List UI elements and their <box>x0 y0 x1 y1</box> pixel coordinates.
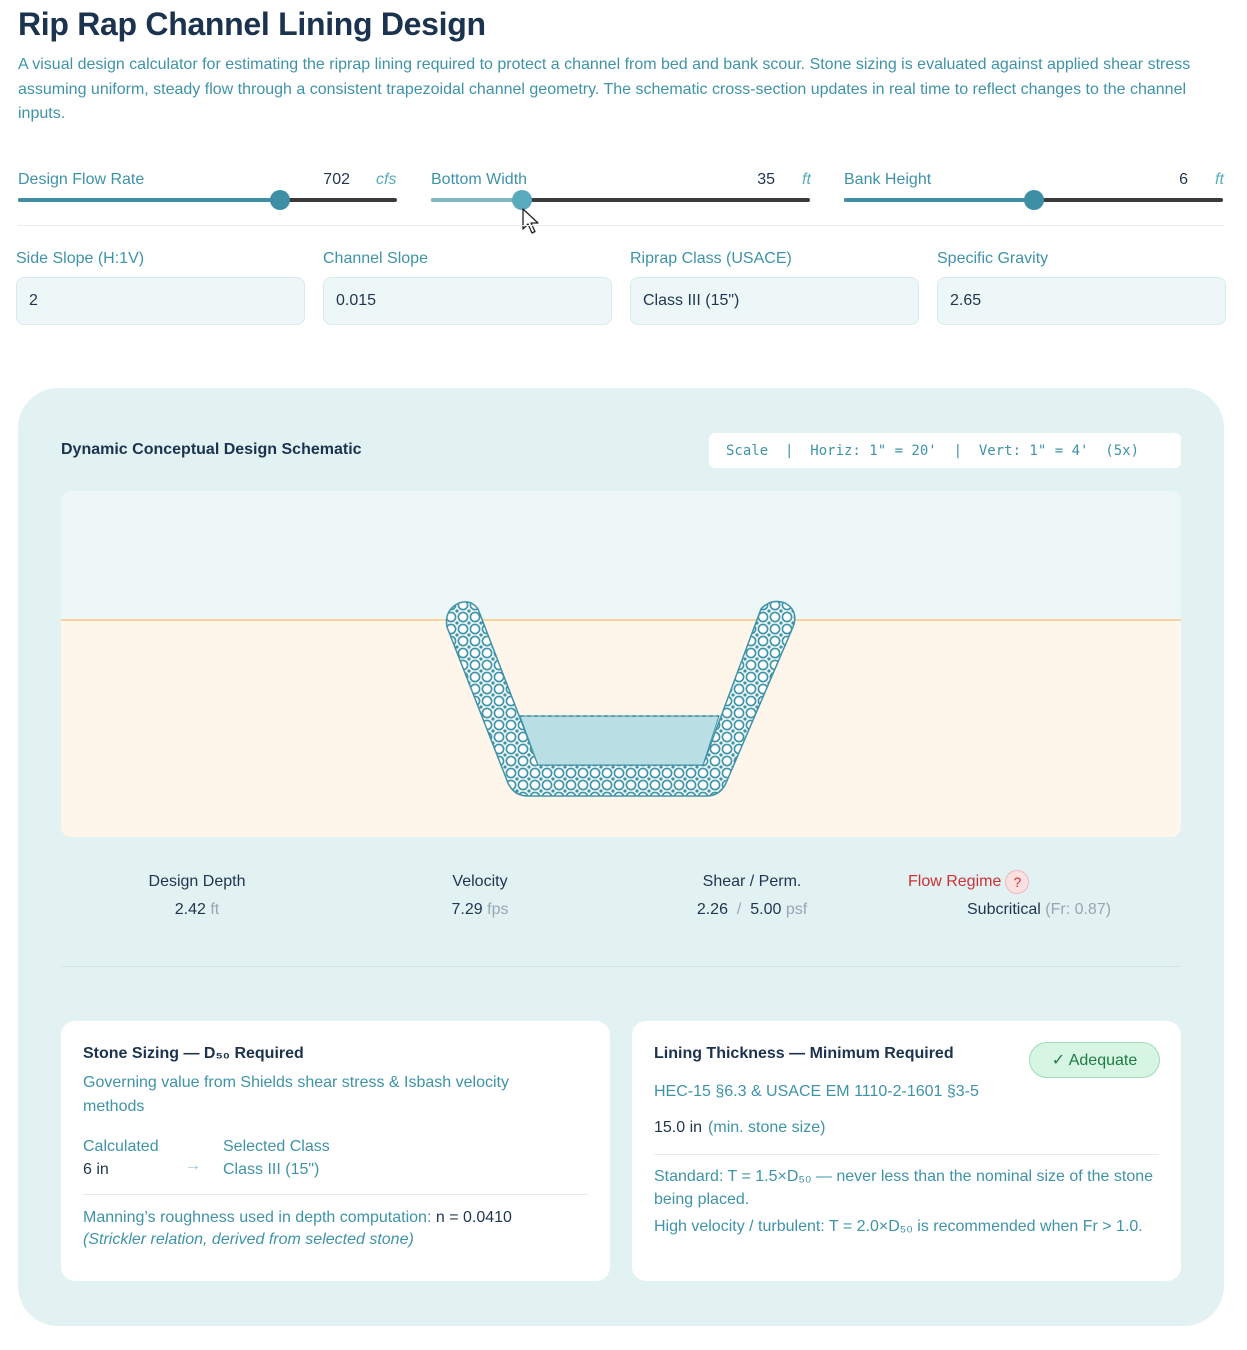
mouse-cursor-icon <box>522 208 542 236</box>
flow-rate-thumb[interactable] <box>270 190 290 210</box>
reference-text: HEC-15 §6.3 & USACE EM 1110-2-1601 §3-5 <box>654 1083 979 1100</box>
flow-rate-slider[interactable] <box>18 198 397 202</box>
thickness-value: 15.0 in (min. stone size) <box>654 1119 826 1136</box>
card-divider <box>654 1154 1159 1155</box>
scale-indicator: Scale | Horiz: 1" = 20' | Vert: 1" = 4' (5x) <box>709 433 1181 468</box>
cross-section-svg <box>61 491 1181 837</box>
sky-area <box>61 491 1181 620</box>
calculated-label: Calculated <box>83 1138 159 1155</box>
manning-note: Manning’s roughness used in depth computation: n = 0.0410 (Strickler relation, derived from selected stone) <box>83 1209 512 1248</box>
side-slope-label: Side Slope (H:1V) <box>16 250 145 267</box>
arrow-right-icon: → <box>185 1157 201 1174</box>
flow-rate-unit: cfs <box>376 171 397 188</box>
bottom-width-label: Bottom Width <box>431 171 528 188</box>
stone-sizing-subtitle: Governing value from Shields shear stress & Isbash velocity methods <box>83 1074 509 1115</box>
channel-slope-input[interactable]: 0.015 <box>323 277 612 325</box>
flow-regime-value: Subcritical (Fr: 0.87) <box>967 901 1112 918</box>
side-slope-input[interactable]: 2 <box>16 277 305 325</box>
bottom-width-value: 35 <box>757 171 775 188</box>
side-slope-field <box>16 250 305 325</box>
card-divider <box>83 1194 588 1195</box>
design-depth-metric <box>123 873 271 919</box>
bank-height-value: 6 <box>1179 171 1188 188</box>
calculated-value: 6 in <box>83 1161 109 1178</box>
design-depth-value: 2.42 ft <box>174 901 220 918</box>
bottom-width-slider-group <box>431 168 811 208</box>
velocity-metric <box>426 873 534 919</box>
flow-rate-label: Design Flow Rate <box>18 171 145 188</box>
bank-height-unit: ft <box>1215 171 1224 188</box>
high-velocity-note: High velocity / turbulent: T = 2.0×D₅₀ is recommended when Fr > 1.0. <box>654 1218 1143 1235</box>
help-icon[interactable]: ? <box>1005 870 1029 894</box>
water-body <box>520 716 719 765</box>
shear-value: 2.26 / 5.00 psf <box>696 901 808 918</box>
riprap-class-field <box>630 250 919 325</box>
standard-note: Standard: T = 1.5×D₅₀ — never less than the nominal size of the stone being placed. <box>654 1168 1154 1208</box>
flow-regime-metric <box>908 873 1148 919</box>
bottom-width-slider[interactable] <box>431 198 810 202</box>
channel-slope-label: Channel Slope <box>323 250 428 267</box>
bank-height-fill <box>844 198 1034 202</box>
selected-class-label: Selected Class <box>223 1138 330 1155</box>
flow-rate-value: 702 <box>323 171 350 188</box>
lining-thickness-title: Lining Thickness — Minimum Required <box>654 1045 954 1062</box>
channel-slope-field <box>323 250 612 325</box>
bank-height-label: Bank Height <box>844 171 932 188</box>
bank-height-thumb[interactable] <box>1024 190 1044 210</box>
divider <box>18 225 1224 226</box>
divider <box>61 966 1181 967</box>
schematic-title: Dynamic Conceptual Design Schematic <box>61 441 362 458</box>
adequate-badge: ✓ Adequate <box>1029 1042 1160 1078</box>
specific-gravity-label: Specific Gravity <box>937 250 1049 267</box>
bank-height-slider-group <box>844 168 1224 208</box>
flow-regime-label: Flow Regime <box>908 873 1002 891</box>
schematic-panel <box>18 388 1224 1326</box>
page-title: Rip Rap Channel Lining Design <box>18 6 486 42</box>
bank-height-slider[interactable] <box>844 198 1223 202</box>
specific-gravity-input[interactable]: 2.65 <box>937 277 1226 325</box>
velocity-value: 7.29 fps <box>451 901 509 918</box>
velocity-label: Velocity <box>452 873 508 890</box>
stone-sizing-title: Stone Sizing — D₅₀ Required <box>83 1045 304 1062</box>
bottom-width-fill <box>431 198 522 202</box>
lining-thickness-card <box>632 1021 1181 1281</box>
riprap-class-select[interactable]: Class III (15") <box>630 277 919 325</box>
stone-sizing-card <box>61 1021 610 1281</box>
selected-class-value: Class III (15") <box>223 1161 320 1178</box>
bottom-width-unit: ft <box>802 171 811 188</box>
design-depth-label: Design Depth <box>148 873 246 890</box>
bottom-width-thumb[interactable] <box>512 190 532 210</box>
specific-gravity-field <box>937 250 1226 325</box>
riprap-class-label: Riprap Class (USACE) <box>630 250 792 267</box>
flow-rate-slider-group <box>18 168 398 208</box>
page-description: A visual design calculator for estimating the riprap lining required to protect a channel from bed and bank scour. Stone sizing is evaluated against applied shear stress assuming uniform, steady flow through a consistent trapezoidal channel geometry. The schematic cross-section updates in real time to reflect changes to the channel inputs. <box>18 56 1191 122</box>
shear-label: Shear / Perm. <box>702 873 802 890</box>
cross-section-canvas <box>61 491 1181 837</box>
shear-metric <box>678 873 826 919</box>
flow-rate-fill <box>18 198 280 202</box>
